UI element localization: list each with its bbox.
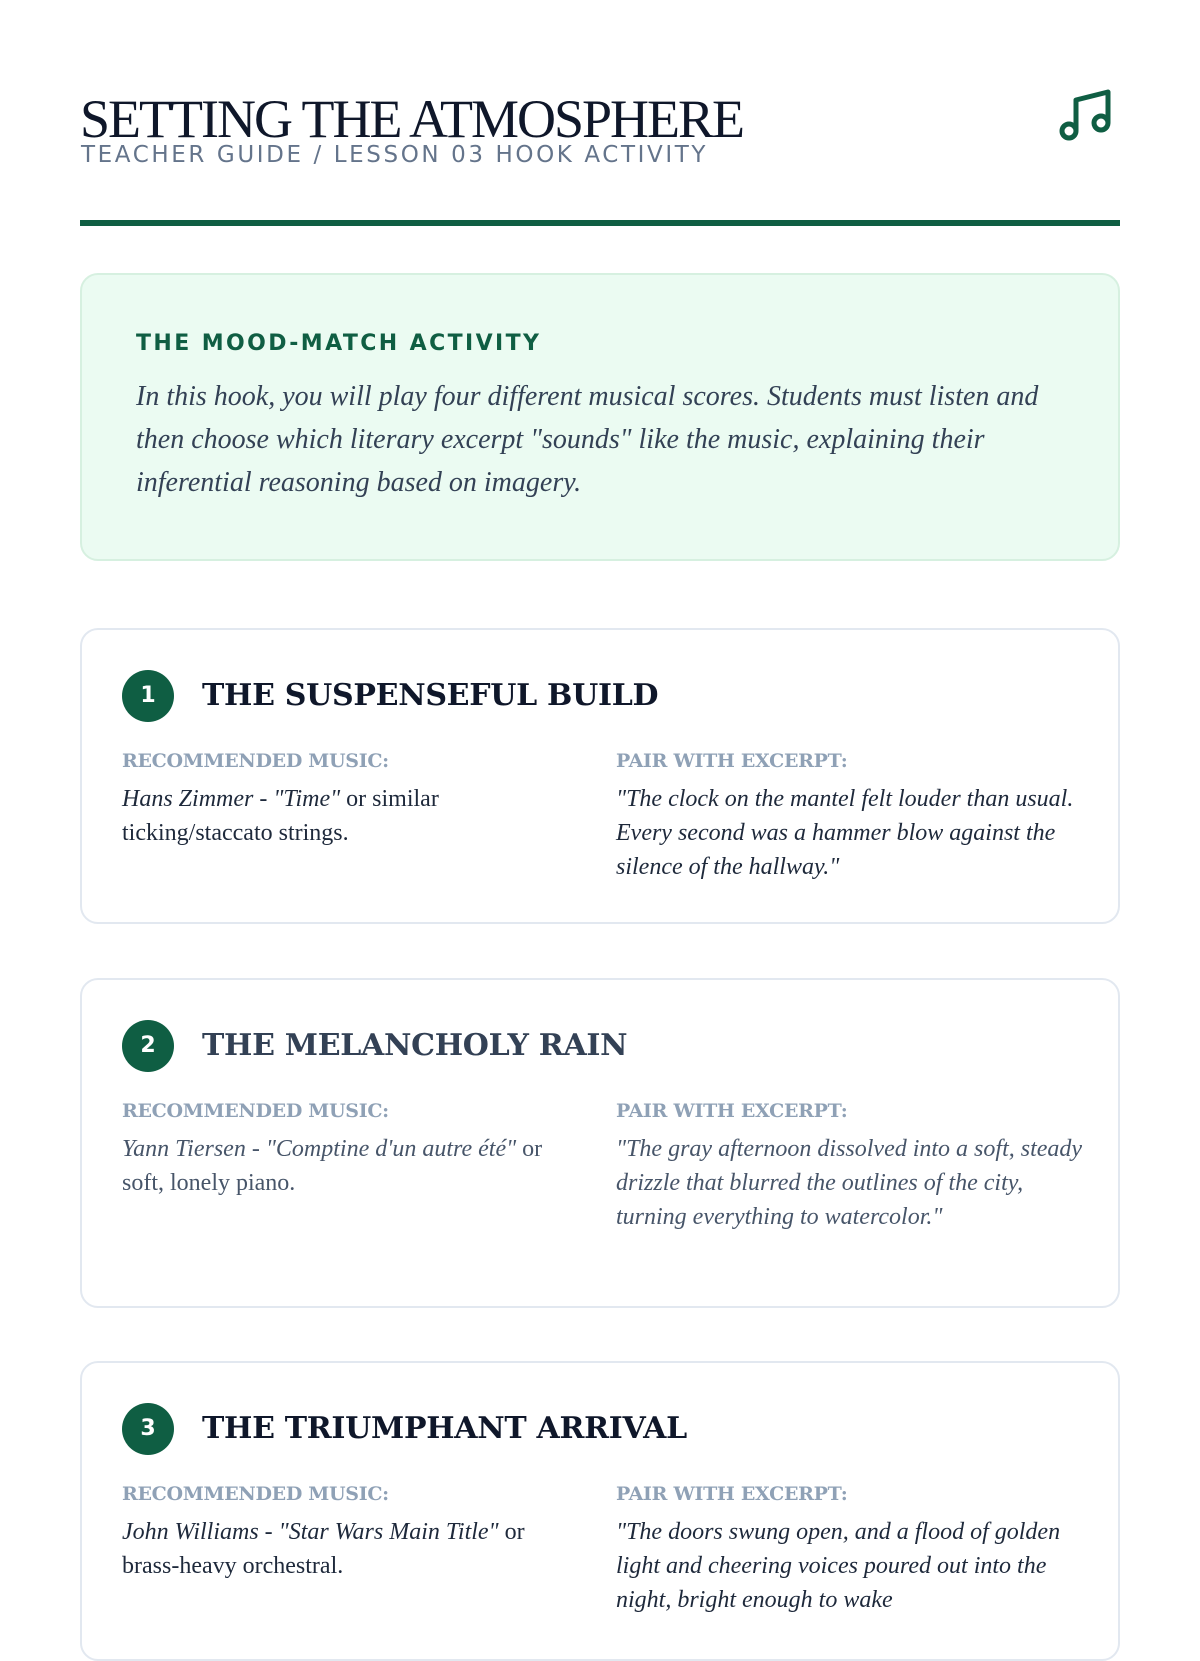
- excerpt-text: "The clock on the mantel felt louder than usual. Every second was a hammer blow against the silence of the hallway.": [616, 786, 1074, 880]
- music-label: RECOMMENDED MUSIC:: [122, 1483, 389, 1505]
- music-column: [122, 1100, 582, 1200]
- excerpt-column: [616, 1483, 1086, 1617]
- card-title: THE SUSPENSEFUL BUILD: [202, 678, 659, 713]
- page-title: SETTING THE ATMOSPHERE: [80, 89, 744, 149]
- mood-card-1: [80, 628, 1120, 924]
- music-label: RECOMMENDED MUSIC:: [122, 1100, 389, 1122]
- page-header: [80, 80, 1120, 226]
- music-label: RECOMMENDED MUSIC:: [122, 750, 389, 772]
- music-recommendation: [122, 782, 582, 850]
- music-title: Hans Zimmer - "Time": [122, 786, 341, 812]
- mood-card-2: [80, 978, 1120, 1308]
- music-note: or soft, lonely piano.: [122, 1136, 543, 1196]
- music-title: John Williams - "Star Wars Main Title": [122, 1519, 499, 1545]
- mood-card-3: [80, 1361, 1120, 1661]
- music-note: or similar ticking/staccato strings.: [122, 786, 439, 846]
- music-note-icon: [1056, 84, 1120, 148]
- intro-text: In this hook, you will play four different musical scores. Students must listen and then choose which literary excerpt "sounds" like the music, explaining their inferential reasoning based on imagery.: [136, 381, 1039, 498]
- card-title: THE MELANCHOLY RAIN: [202, 1028, 628, 1063]
- excerpt-column: [616, 750, 1086, 884]
- music-column: [122, 750, 582, 850]
- excerpt-label: PAIR WITH EXCERPT:: [616, 750, 848, 772]
- music-title: Yann Tiersen - "Comptine d'un autre été": [122, 1136, 517, 1162]
- excerpt-label: PAIR WITH EXCERPT:: [616, 1100, 848, 1122]
- music-note: or brass-heavy orchestral.: [122, 1519, 525, 1579]
- card-number-badge: 1: [122, 670, 174, 722]
- card-number-badge: 3: [122, 1403, 174, 1455]
- excerpt-text: "The doors swung open, and a flood of golden light and cheering voices poured out into the night, bright enough to wake: [616, 1519, 1061, 1613]
- music-column: [122, 1483, 582, 1583]
- excerpt-text: "The gray afternoon dissolved into a soft, steady drizzle that blurred the outlines of the city, turning everything to watercolor.": [616, 1136, 1083, 1230]
- intro-callout: [80, 273, 1120, 561]
- intro-heading: THE MOOD-MATCH ACTIVITY: [136, 331, 542, 356]
- card-number-badge: 2: [122, 1020, 174, 1072]
- music-recommendation: [122, 1515, 582, 1583]
- excerpt-label: PAIR WITH EXCERPT:: [616, 1483, 848, 1505]
- page-subtitle: TEACHER GUIDE / LESSON 03 HOOK ACTIVITY: [81, 142, 709, 168]
- music-recommendation: [122, 1132, 582, 1200]
- excerpt-column: [616, 1100, 1086, 1234]
- card-title: THE TRIUMPHANT ARRIVAL: [202, 1411, 687, 1446]
